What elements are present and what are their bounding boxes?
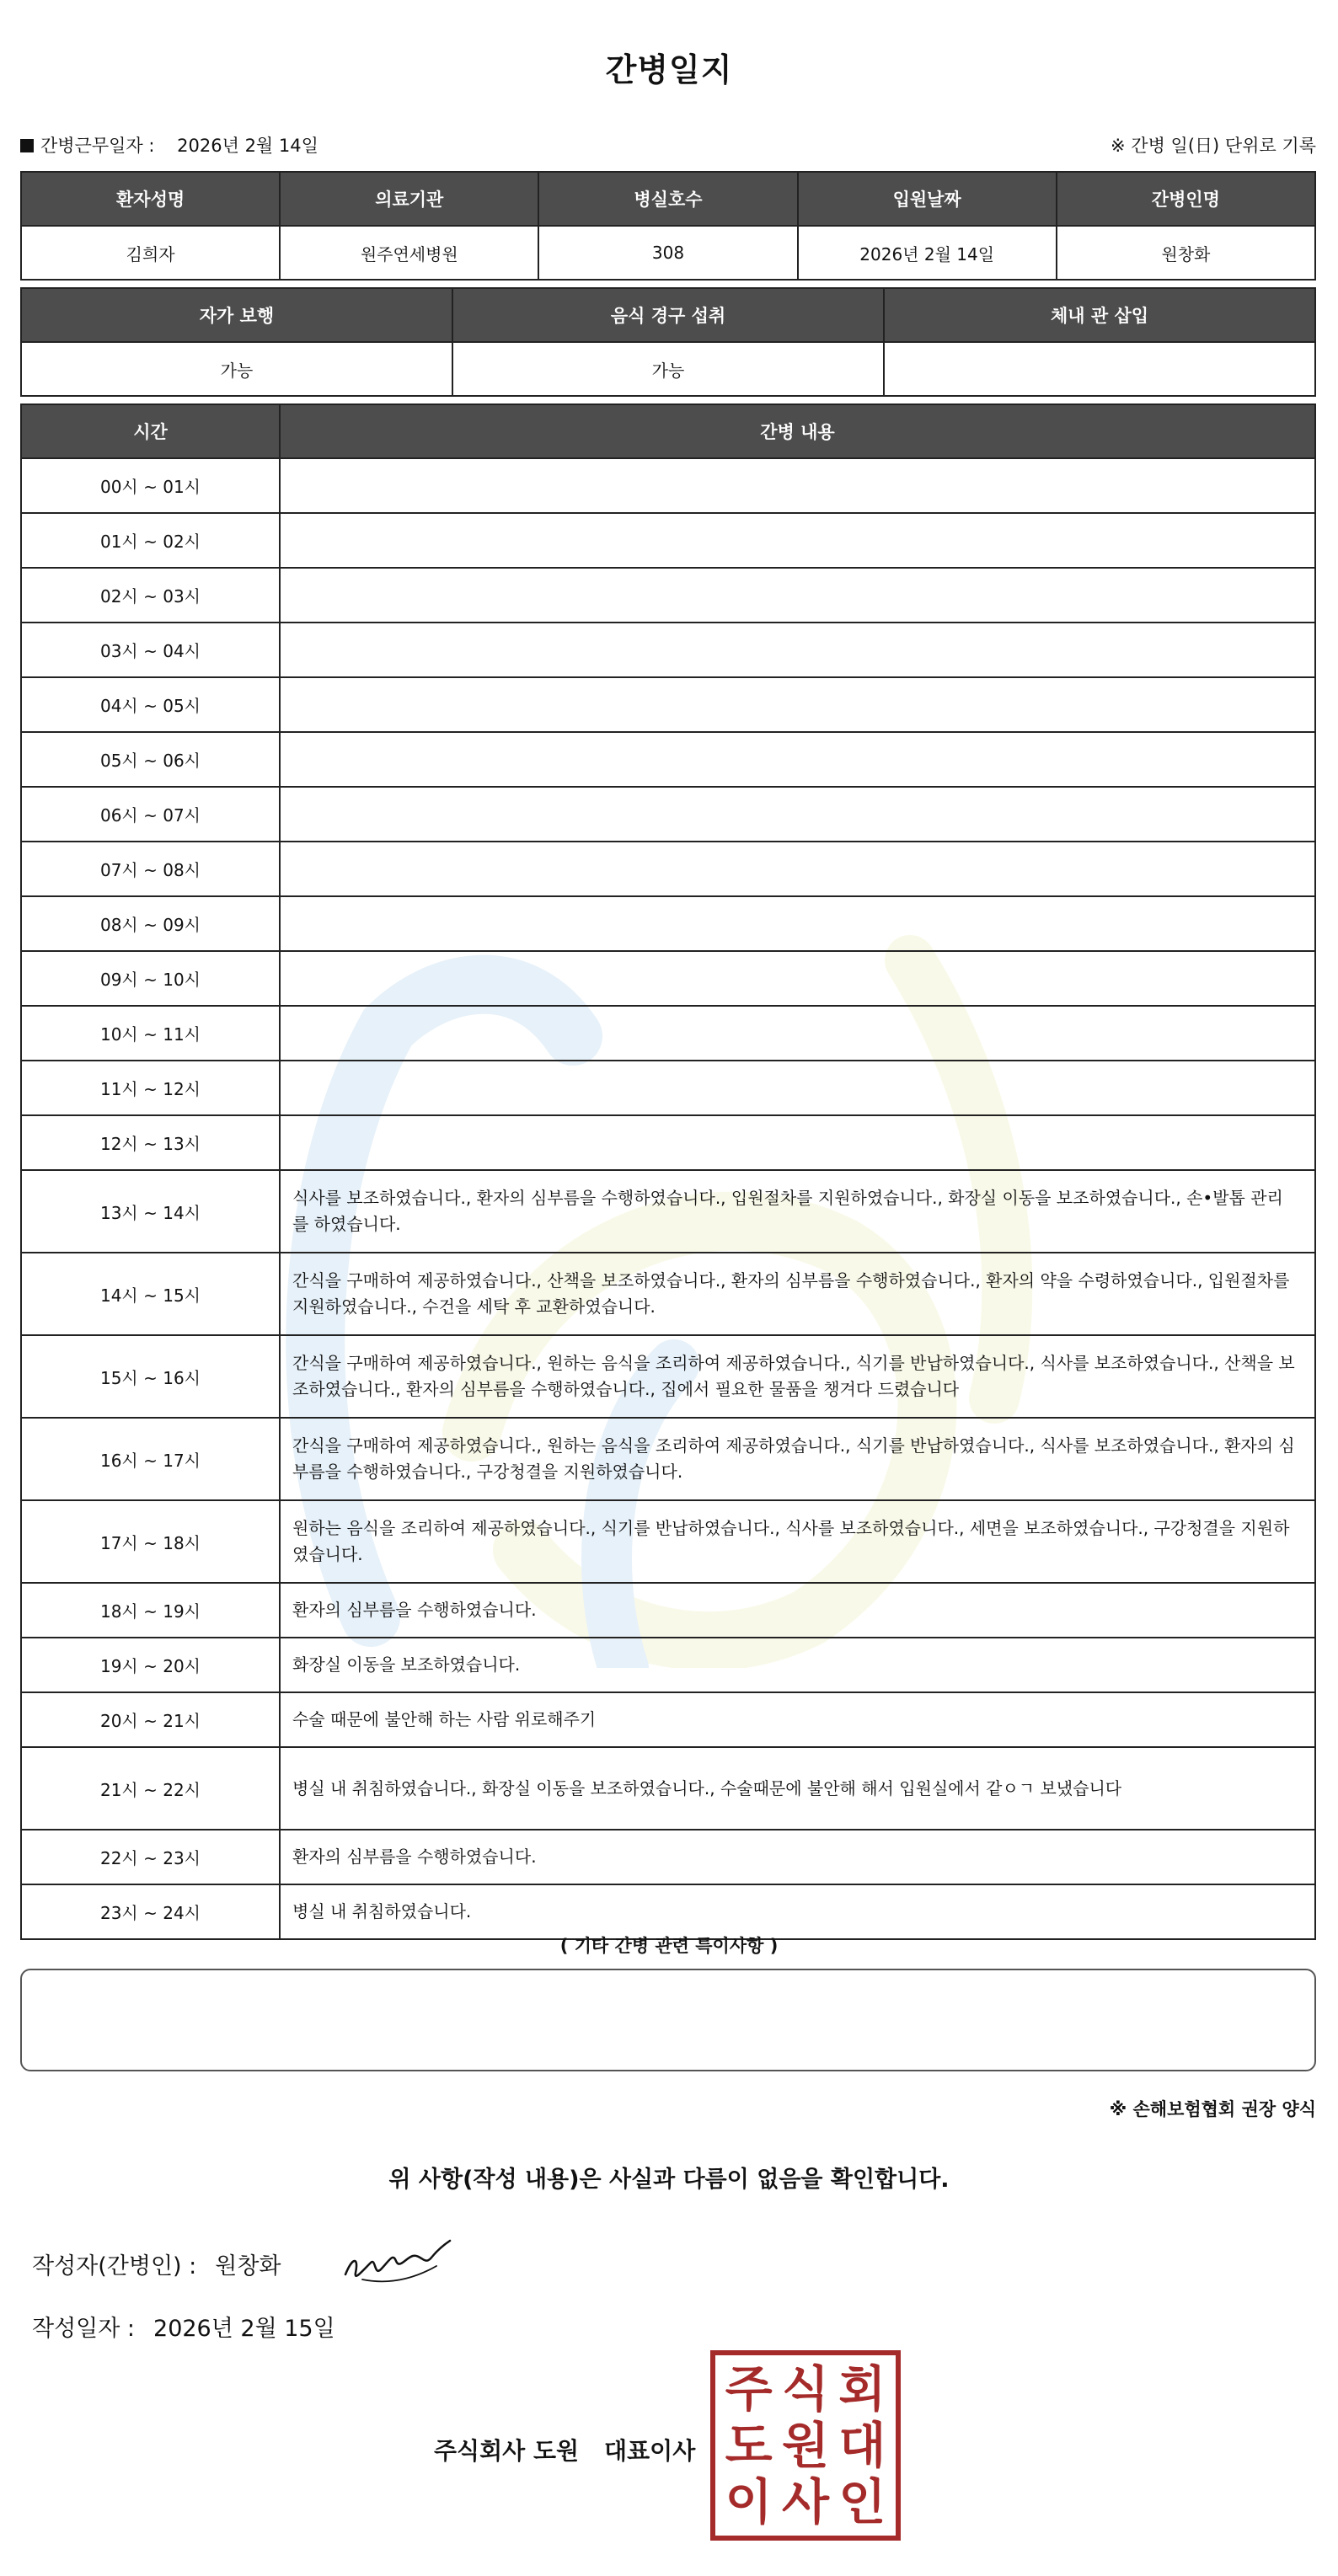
time-slot-cell: 06시 ~ 07시: [21, 787, 280, 842]
table-row: [21, 1418, 1315, 1500]
header-cell: 간병 내용: [280, 404, 1315, 458]
care-content-cell: [280, 951, 1315, 1006]
patient-info-table: [20, 171, 1316, 281]
care-content-cell: [280, 1061, 1315, 1115]
company-role: 대표이사: [604, 2437, 696, 2465]
time-slot-cell: 21시 ~ 22시: [21, 1747, 280, 1830]
care-content-cell: [280, 732, 1315, 787]
table-row: [21, 1884, 1315, 1939]
time-slot-cell: 08시 ~ 09시: [21, 896, 280, 951]
care-content-cell: [280, 896, 1315, 951]
table-row: [21, 1830, 1315, 1884]
time-slot-cell: 18시 ~ 19시: [21, 1583, 280, 1638]
table-row: [21, 896, 1315, 951]
company-seal-stamp: [710, 2350, 901, 2541]
written-date-label: 작성일자 :: [32, 2316, 136, 2342]
table-row: [21, 623, 1315, 677]
company-line: [434, 2433, 695, 2466]
table-row: [21, 732, 1315, 787]
care-content-cell: [280, 787, 1315, 842]
care-content-cell: [280, 623, 1315, 677]
care-content-cell: [280, 568, 1315, 623]
work-date-label: 간병근무일자 :: [40, 136, 155, 156]
care-log-header-row: [21, 404, 1315, 458]
care-content-cell: 병실 내 취침하였습니다.: [280, 1884, 1315, 1939]
work-date-value: 2026년 2월 14일: [177, 136, 318, 156]
table-row: [21, 1115, 1315, 1170]
table-row: [21, 1170, 1315, 1253]
table-row: [21, 951, 1315, 1006]
care-log-body: [21, 458, 1315, 1939]
care-content-cell: [280, 1006, 1315, 1061]
care-content-cell: 화장실 이동을 보조하였습니다.: [280, 1638, 1315, 1692]
time-slot-cell: 07시 ~ 08시: [21, 842, 280, 896]
time-slot-cell: 16시 ~ 17시: [21, 1418, 280, 1500]
time-slot-cell: 12시 ~ 13시: [21, 1115, 280, 1170]
writer-label: 작성자(간병인) :: [32, 2253, 197, 2279]
square-bullet-icon: [20, 139, 34, 152]
time-slot-cell: 23시 ~ 24시: [21, 1884, 280, 1939]
care-content-cell: [280, 513, 1315, 568]
time-slot-cell: 00시 ~ 01시: [21, 458, 280, 513]
time-slot-cell: 09시 ~ 10시: [21, 951, 280, 1006]
care-content-cell: [280, 1115, 1315, 1170]
written-date-value: 2026년 2월 15일: [153, 2316, 335, 2342]
caregiver-name: 원창화: [1057, 226, 1315, 280]
time-slot-cell: 10시 ~ 11시: [21, 1006, 280, 1061]
notes-section-label: ( 기타 간병 관련 특이사항 ): [559, 1936, 779, 1956]
time-slot-cell: 13시 ~ 14시: [21, 1170, 280, 1253]
header-cell: 음식 경구 섭취: [452, 288, 884, 342]
header-cell: 자가 보행: [21, 288, 452, 342]
work-date-line: [20, 132, 318, 158]
time-slot-cell: 11시 ~ 12시: [21, 1061, 280, 1115]
care-content-cell: [280, 842, 1315, 896]
header-cell: 환자성명: [21, 172, 280, 226]
room-number: 308: [538, 226, 797, 280]
care-log-table: [20, 404, 1316, 1940]
table-row: [21, 842, 1315, 896]
patient-info-value-row: [21, 226, 1315, 280]
seal-character: 도: [725, 2416, 773, 2474]
time-slot-cell: 22시 ~ 23시: [21, 1830, 280, 1884]
table-row: [21, 1253, 1315, 1335]
table-row: [21, 677, 1315, 732]
table-row: [21, 1583, 1315, 1638]
seal-character: 원: [781, 2416, 829, 2474]
time-slot-cell: 01시 ~ 02시: [21, 513, 280, 568]
care-content-cell: [280, 677, 1315, 732]
record-note: ※ 간병 일(日) 단위로 기록: [1111, 136, 1316, 156]
seal-character: 대: [838, 2416, 886, 2474]
patient-name: 김희자: [21, 226, 280, 280]
header-cell: 입원날짜: [798, 172, 1057, 226]
tube-insertion-value: [884, 342, 1315, 396]
table-row: [21, 1692, 1315, 1747]
header-cell: 시간: [21, 404, 280, 458]
time-slot-cell: 14시 ~ 15시: [21, 1253, 280, 1335]
table-row: [21, 458, 1315, 513]
care-content-cell: 간식을 구매하여 제공하였습니다., 산책을 보조하였습니다., 환자의 심부름을 수행하였습니다., 환자의 약을 수령하였습니다., 입원절차를 지원하였습니다., 수건을 세탁 후 교환하였습니다.: [280, 1253, 1315, 1335]
table-row: [21, 1335, 1315, 1418]
seal-character: 사: [781, 2473, 829, 2531]
header-cell: 병실호수: [538, 172, 797, 226]
page-title: 간병일지: [605, 51, 733, 88]
self-walking-value: 가능: [21, 342, 452, 396]
oral-intake-value: 가능: [452, 342, 884, 396]
table-row: [21, 1747, 1315, 1830]
care-content-cell: 병실 내 취침하였습니다., 화장실 이동을 보조하였습니다., 수술때문에 불안해 해서 입원실에서 같ㅇㄱ 보냈습니다: [280, 1747, 1315, 1830]
notes-box: [20, 1969, 1316, 2071]
admission-date: 2026년 2월 14일: [798, 226, 1057, 280]
writer-line: [32, 2247, 300, 2280]
patient-status-table: [20, 287, 1316, 397]
written-date-line: [32, 2310, 354, 2343]
table-row: [21, 513, 1315, 568]
recommend-note: ※ 손해보험협회 권장 양식: [1109, 2099, 1316, 2119]
patient-info-header-row: [21, 172, 1315, 226]
table-row: [21, 787, 1315, 842]
status-header-row: [21, 288, 1315, 342]
time-slot-cell: 02시 ~ 03시: [21, 568, 280, 623]
time-slot-cell: 15시 ~ 16시: [21, 1335, 280, 1418]
care-content-cell: 식사를 보조하였습니다., 환자의 심부름을 수행하였습니다., 입원절차를 지원하였습니다., 화장실 이동을 보조하였습니다., 손•발톱 관리를 하였습니다.: [280, 1170, 1315, 1253]
seal-character: 회: [838, 2360, 886, 2418]
header-cell: 체내 관 삽입: [884, 288, 1315, 342]
care-content-cell: 원하는 음식을 조리하여 제공하였습니다., 식기를 반납하였습니다., 식사를 보조하였습니다., 세면을 보조하였습니다., 구강청결을 지원하였습니다.: [280, 1500, 1315, 1583]
care-content-cell: [280, 458, 1315, 513]
table-row: [21, 1061, 1315, 1115]
time-slot-cell: 03시 ~ 04시: [21, 623, 280, 677]
header-cell: 간병인명: [1057, 172, 1315, 226]
table-row: [21, 568, 1315, 623]
confirmation-statement: 위 사항(작성 내용)은 사실과 다름이 없음을 확인합니다.: [388, 2167, 950, 2193]
status-value-row: [21, 342, 1315, 396]
time-slot-cell: 19시 ~ 20시: [21, 1638, 280, 1692]
hospital-name: 원주연세병원: [280, 226, 538, 280]
time-slot-cell: 05시 ~ 06시: [21, 732, 280, 787]
time-slot-cell: 20시 ~ 21시: [21, 1692, 280, 1747]
writer-name: 원창화: [215, 2253, 281, 2279]
care-content-cell: 환자의 심부름을 수행하였습니다.: [280, 1830, 1315, 1884]
time-slot-cell: 04시 ~ 05시: [21, 677, 280, 732]
seal-character: 주: [725, 2360, 773, 2418]
seal-character: 인: [838, 2473, 886, 2531]
table-row: [21, 1500, 1315, 1583]
signature-image: [337, 2232, 455, 2291]
table-row: [21, 1638, 1315, 1692]
care-content-cell: 수술 때문에 불안해 하는 사람 위로해주기: [280, 1692, 1315, 1747]
seal-character: 식: [781, 2360, 829, 2418]
time-slot-cell: 17시 ~ 18시: [21, 1500, 280, 1583]
care-content-cell: 간식을 구매하여 제공하였습니다., 원하는 음식을 조리하여 제공하였습니다., 식기를 반납하였습니다., 식사를 보조하였습니다., 환자의 심부름을 수행하였습니다., 구강청결을 지원하였습니다.: [280, 1418, 1315, 1500]
table-row: [21, 1006, 1315, 1061]
company-name: 주식회사 도원: [434, 2437, 580, 2465]
header-cell: 의료기관: [280, 172, 538, 226]
care-content-cell: 간식을 구매하여 제공하였습니다., 원하는 음식을 조리하여 제공하였습니다., 식기를 반납하였습니다., 식사를 보조하였습니다., 산책을 보조하였습니다., 환자의 심부름을 수행하였습니다., 집에서 필요한 물품을 챙겨다 드렸습니다: [280, 1335, 1315, 1418]
care-content-cell: 환자의 심부름을 수행하였습니다.: [280, 1583, 1315, 1638]
seal-character: 이: [725, 2473, 773, 2531]
